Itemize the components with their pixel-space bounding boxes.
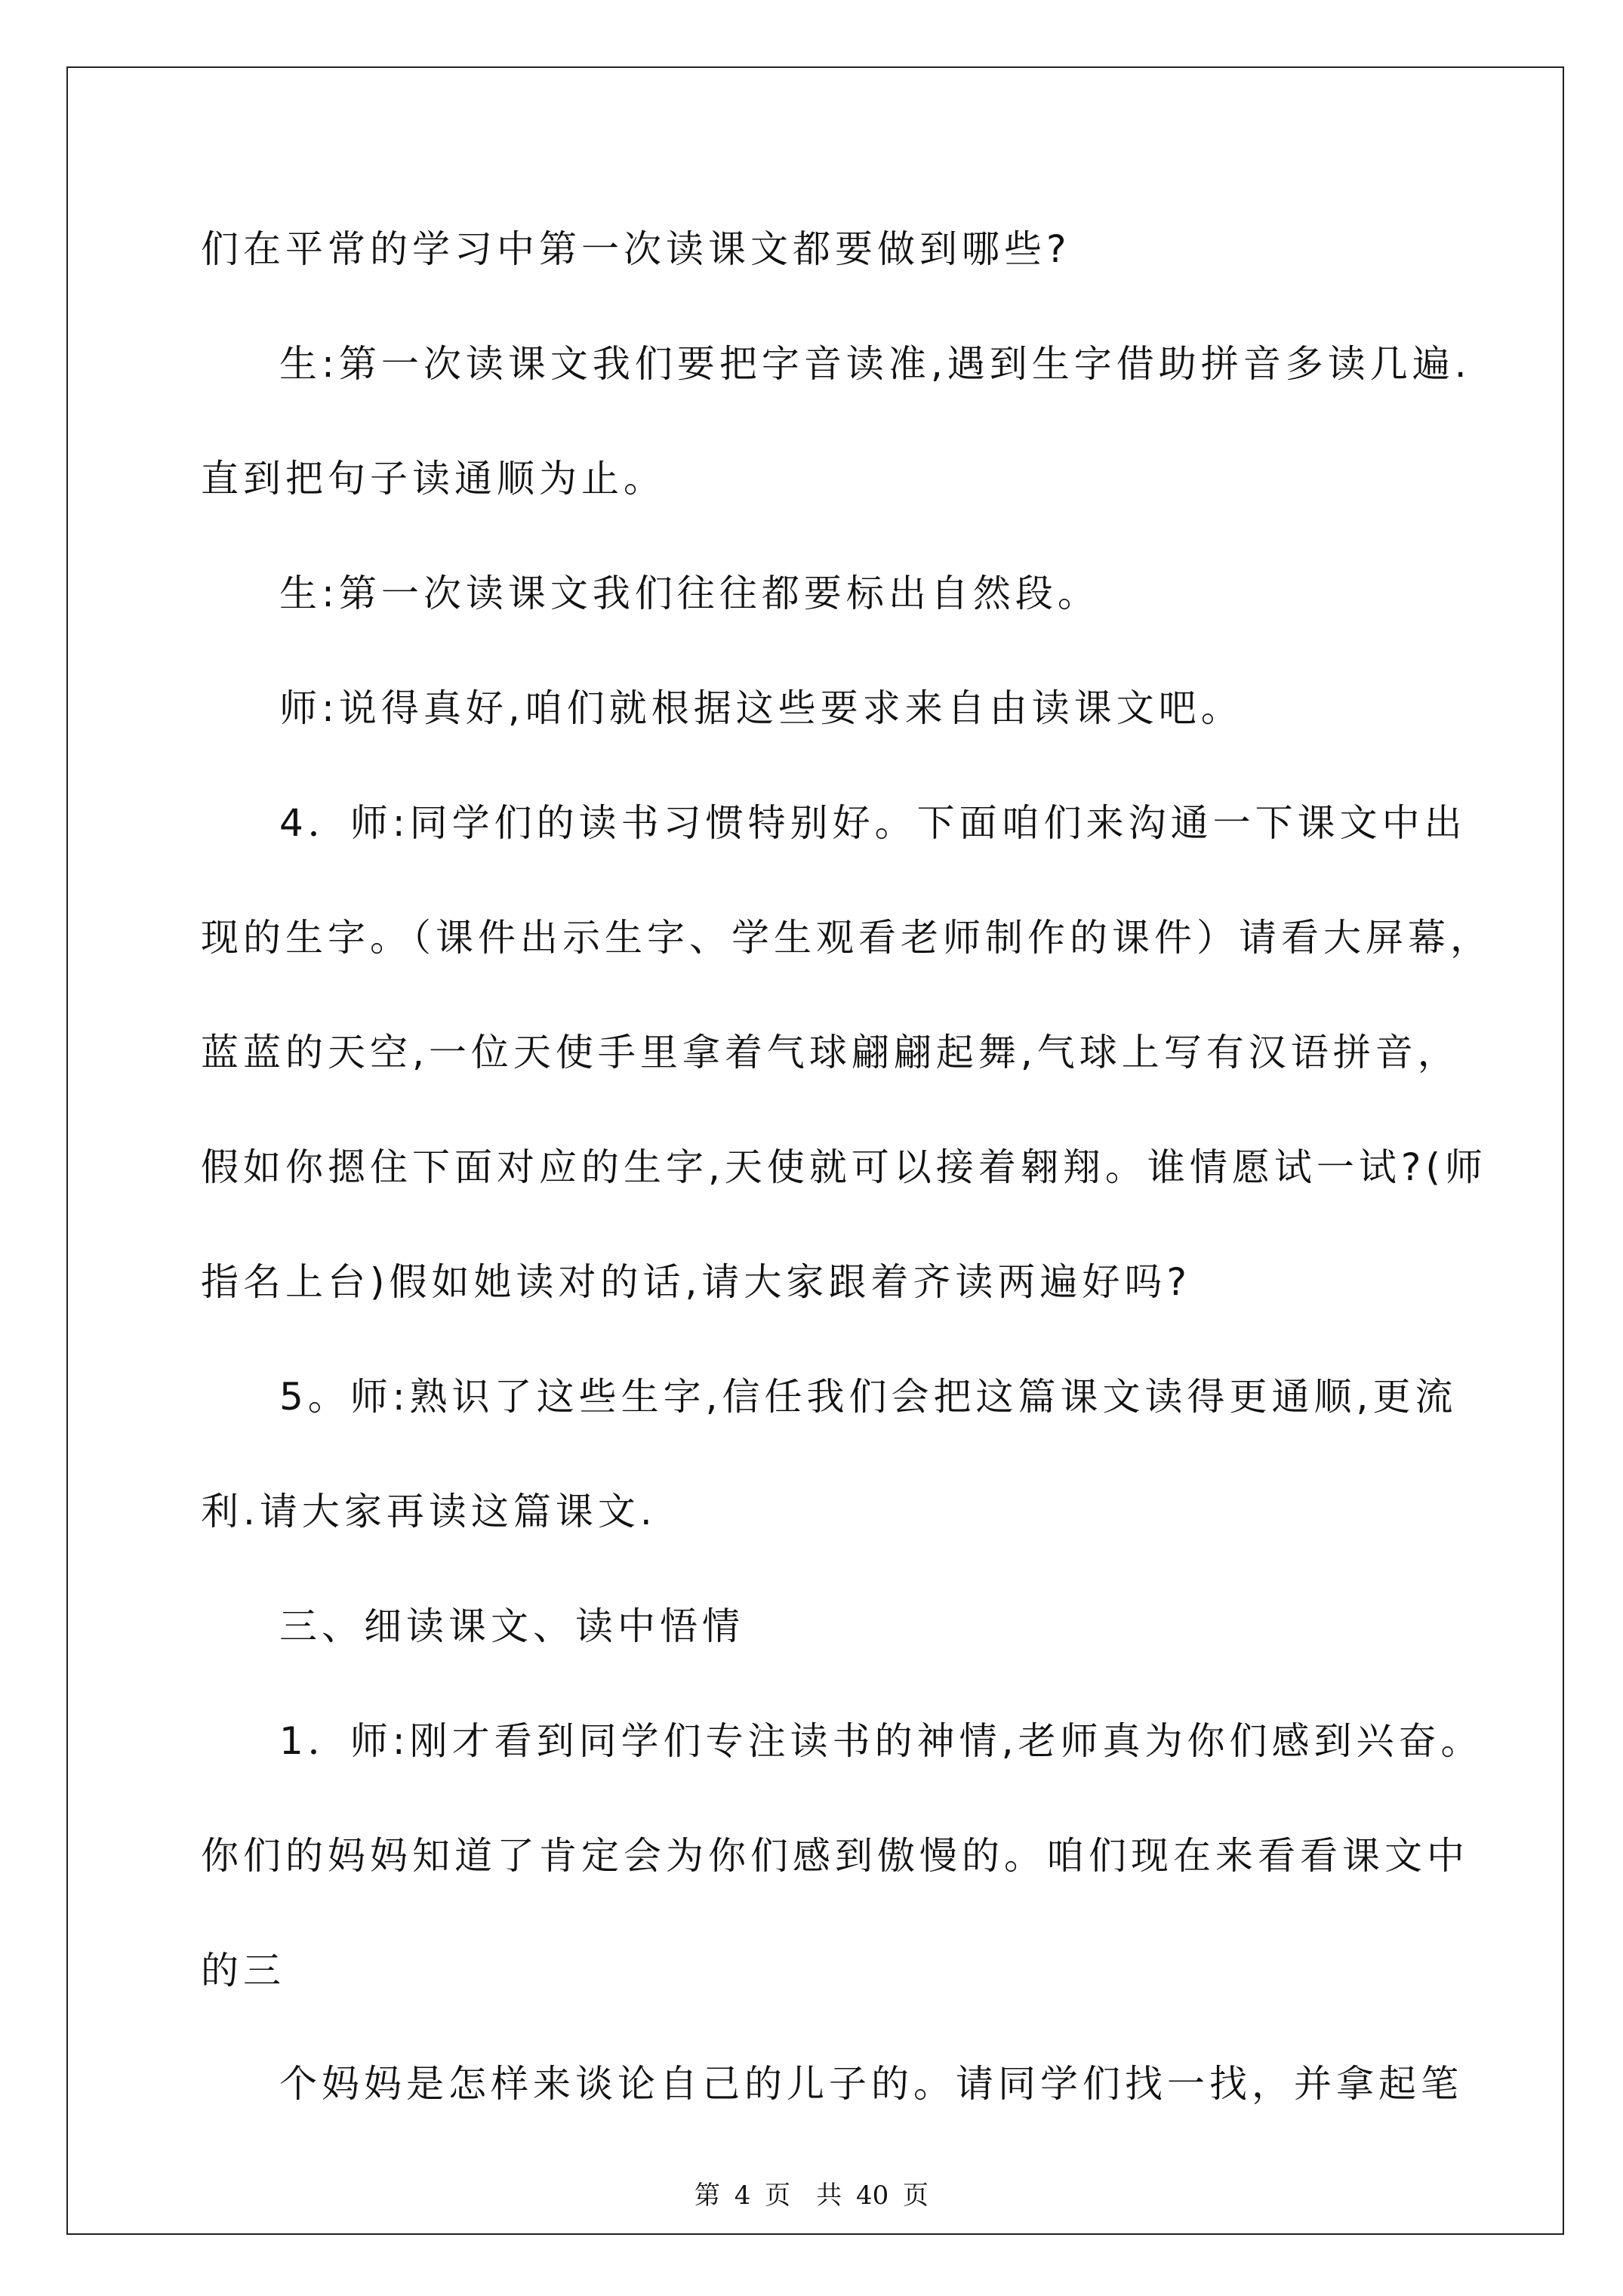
text-line-16: 的三 <box>201 1949 285 1992</box>
text-line-11: 5。师:熟识了这些生字,信任我们会把这篇课文读得更通顺,更流 <box>279 1375 1458 1419</box>
text-line-6: 4．师:同学们的读书习惯特别好。下面咱们来沟通一下课文中出 <box>279 801 1467 845</box>
text-line-12: 利.请大家再读这篇课文. <box>201 1490 657 1533</box>
text-line-1: 们在平常的学习中第一次读课文都要做到哪些? <box>201 227 1071 271</box>
text-line-17: 个妈妈是怎样来谈论自己的儿子的。请同学们找一找，并拿起笔 <box>279 2062 1463 2106</box>
text-line-3: 直到把句子读通顺为止。 <box>201 457 666 501</box>
text-line-9: 假如你摁住下面对应的生字,天使就可以接着翱翔。谁情愿试一试?(师 <box>201 1145 1487 1189</box>
text-line-5: 师:说得真好,咱们就根据这些要求来自由读课文吧。 <box>279 686 1243 730</box>
page-number-footer: 第 4 页 共 40 页 <box>694 2180 929 2211</box>
text-line-10: 指名上台)假如她读对的话,请大家跟着齐读两遍好吗? <box>201 1260 1191 1304</box>
text-line-15: 你们的妈妈知道了肯定会为你们感到傲慢的。咱们现在来看看课文中 <box>201 1834 1469 1878</box>
text-line-14: 1．师:刚才看到同学们专注读书的神情,老师真为你们感到兴奋。 <box>279 1719 1483 1763</box>
text-line-4: 生:第一次读课文我们往往都要标出自然段。 <box>279 572 1100 615</box>
text-line-2: 生:第一次读课文我们要把字音读准,遇到生字借助拼音多读几遍. <box>279 342 1471 386</box>
section-heading: 三、细读课文、读中悟情 <box>279 1604 744 1648</box>
text-line-8: 蓝蓝的天空,一位天使手里拿着气球翩翩起舞,气球上写有汉语拼音， <box>201 1031 1460 1074</box>
text-line-7: 现的生字。（课件出示生字、学生观看老师制作的课件）请看大屏幕， <box>201 916 1492 960</box>
